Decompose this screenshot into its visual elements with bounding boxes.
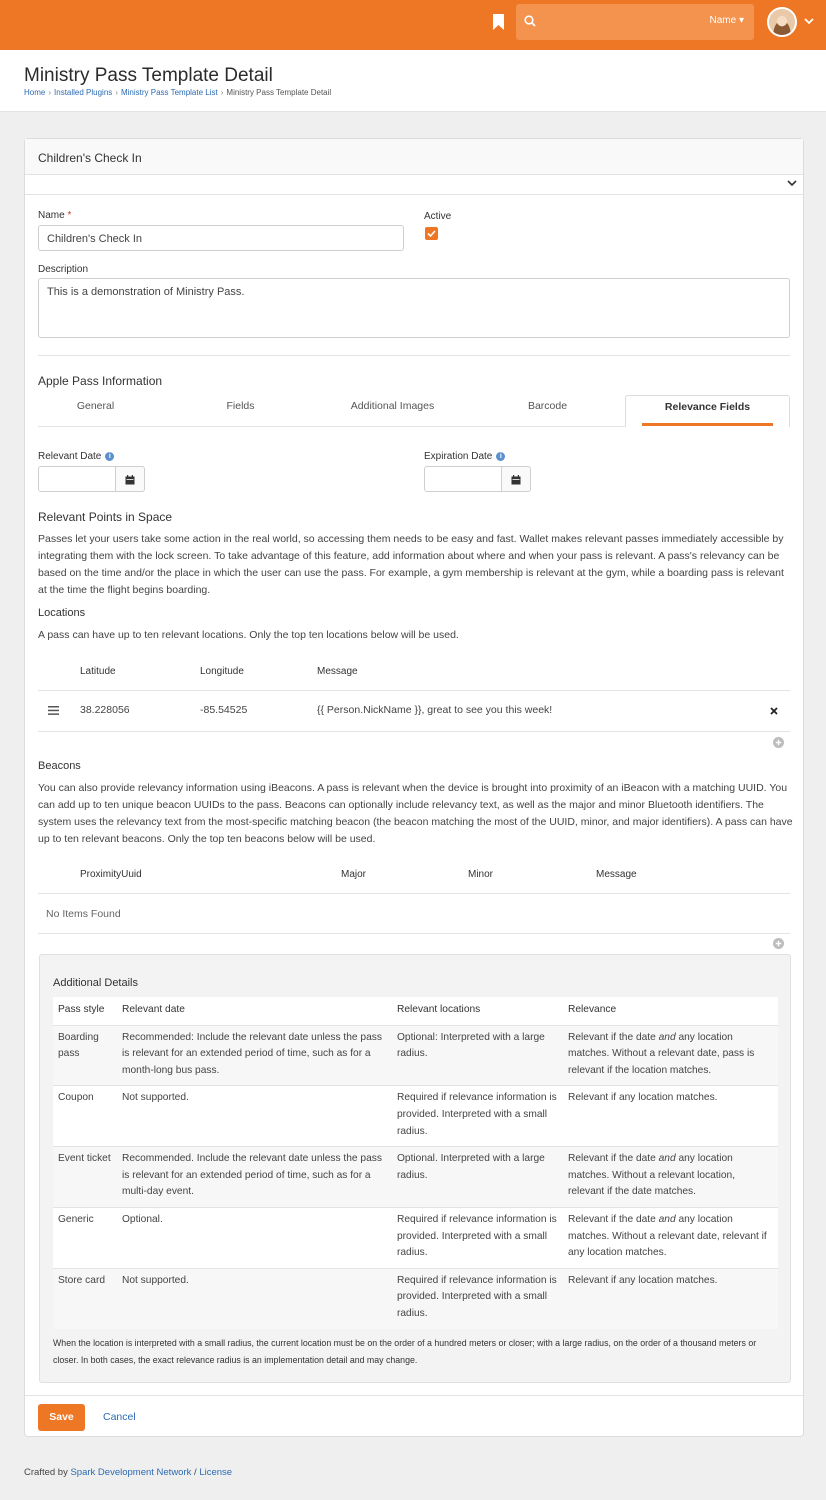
- beacons-empty-text: No Items Found: [46, 908, 121, 920]
- additional-details-title: Additional Details: [53, 977, 138, 989]
- table-row: [53, 1086, 778, 1147]
- table-row: [53, 1207, 778, 1268]
- expiration-date-input[interactable]: [424, 466, 502, 492]
- cancel-button[interactable]: Cancel: [103, 1411, 136, 1423]
- table-cell: Event ticket: [58, 1153, 111, 1165]
- drag-handle-icon[interactable]: [48, 706, 59, 715]
- pass-style-table: [53, 997, 778, 1329]
- top-navbar: [0, 0, 826, 50]
- calendar-icon: [511, 475, 521, 485]
- breadcrumb: [24, 88, 331, 97]
- relevant-points-title: Relevant Points in Space: [38, 510, 173, 524]
- tab-general[interactable]: General: [76, 400, 115, 412]
- table-cell: Recommended. Include the relevant date unless the pass is relevant for an extended period of time, such as for a multi-day event.: [122, 1153, 382, 1198]
- check-icon: [425, 227, 438, 240]
- table-cell: Relevant if any location matches.: [568, 1274, 718, 1286]
- add-location-icon[interactable]: [773, 737, 784, 748]
- table-cell: Recommended: Include the relevant date unless the pass is relevant for an extended period of time, such as for a month-long bus pass.: [122, 1031, 382, 1076]
- location-latitude: 38.228056: [80, 704, 130, 716]
- table-cell: Optional. Interpreted with a large radius.: [397, 1153, 545, 1181]
- relevant-date-label: [38, 451, 114, 462]
- table-cell: Relevant if the date and any location matches. Without a relevant date, pass is relevant if the location matches.: [568, 1031, 755, 1076]
- divider: [38, 355, 790, 356]
- info-icon[interactable]: i: [496, 452, 505, 461]
- table-row: [53, 1268, 778, 1328]
- active-checkbox[interactable]: [425, 227, 438, 240]
- table-cell: Generic: [58, 1213, 94, 1225]
- tab-fields[interactable]: Fields: [226, 400, 255, 412]
- avatar[interactable]: [767, 7, 797, 37]
- required-mark: *: [67, 210, 72, 221]
- beacons-header-divider: [38, 893, 790, 894]
- search-input[interactable]: [516, 4, 754, 40]
- description-label: Description: [38, 264, 89, 275]
- relevant-date-picker: [38, 466, 145, 492]
- chevron-right-icon: ›: [48, 88, 52, 97]
- template-detail-panel: [24, 138, 804, 1437]
- table-row: [53, 1025, 778, 1086]
- expiration-date-calendar-button[interactable]: [502, 466, 531, 492]
- expiration-date-label-text: Expiration Date: [424, 451, 493, 462]
- table-cell: Not supported.: [122, 1092, 189, 1104]
- active-tab-indicator: [642, 423, 773, 426]
- col-relevance: Relevance: [568, 1004, 617, 1015]
- description-textarea[interactable]: This is a demonstration of Ministry Pass.: [38, 278, 790, 338]
- tab-barcode[interactable]: Barcode: [527, 400, 568, 412]
- name-label-text: Name: [38, 210, 65, 221]
- search-filter-label: Name: [709, 15, 737, 26]
- details-footnote: When the location is interpreted with a small radius, the current location must be on the order of a hundred meters or closer; with a large radius, on the order of a thousand meters or closer. In both cases, the exact relevance radius is an implementation detail and may change.: [53, 1338, 757, 1365]
- panel-heading: Children's Check In: [25, 139, 803, 175]
- table-cell: Required if relevance information is provided. Interpreted with a small radius.: [397, 1213, 557, 1259]
- page-header: [0, 50, 826, 112]
- breadcrumb-installed-plugins[interactable]: Installed Plugins: [54, 88, 113, 97]
- beacons-col-message: Message: [596, 869, 637, 880]
- apple-pass-title: Apple Pass Information: [38, 374, 163, 388]
- name-label: [38, 210, 71, 221]
- locations-text: A pass can have up to ten relevant locations. Only the top ten locations below will be used.: [38, 629, 459, 641]
- table-row: [53, 1147, 778, 1208]
- tab-additional-images[interactable]: Additional Images: [350, 400, 435, 412]
- breadcrumb-home[interactable]: Home: [24, 88, 46, 97]
- expiration-date-picker: [424, 466, 531, 492]
- col-relevant-locations: Relevant locations: [397, 1004, 481, 1015]
- bookmark-icon[interactable]: [493, 14, 504, 30]
- panel-collapse-bar: [25, 175, 803, 195]
- chevron-down-icon[interactable]: [804, 17, 814, 25]
- table-cell: Boarding pass: [58, 1031, 99, 1060]
- save-button[interactable]: Save: [38, 1404, 85, 1431]
- table-header-row: [53, 997, 778, 1025]
- relevant-points-text: Passes let your users take some action in the real world, so accessing them needs to be easy and fast. Wallet makes relevant passes immediately accessible by integrating them with the lock screen. To take advantage of this feature, add information about where and when your pass is relevant. A pass's relevancy can be based on the time and/or the place in which the user can use the pass. For example, a gym membership is relevant at the gym, while a boarding pass is relevant at the time the flight begins boarding.: [38, 533, 784, 596]
- breadcrumb-current: Ministry Pass Template Detail: [226, 88, 332, 97]
- actions-divider: [25, 1395, 803, 1396]
- chevron-right-icon: ›: [115, 88, 118, 97]
- search-filter-dropdown[interactable]: [710, 15, 745, 26]
- locations-col-message: Message: [317, 666, 358, 677]
- table-cell: Required if relevance information is provided. Interpreted with a small radius.: [397, 1274, 557, 1319]
- beacons-text: You can also provide relevancy information using iBeacons. A pass is relevant when the device is brought into proximity of an iBeacon with a matching UUID. You can add up to ten unique beacon UUIDs to the pass. Beacons can optionally include relevancy text, as well as the major and minor Bluetooth identifiers. The system uses the relevancy text from the most-specific matching beacon (the beacon matching the most of the UUID, minor, and major identifiers). A pass can have up to ten relevant beacons. Only the top ten beacons below will be used.: [38, 782, 793, 845]
- breadcrumb-template-list[interactable]: Ministry Pass Template List: [120, 88, 218, 97]
- beacons-title: Beacons: [38, 760, 81, 772]
- locations-col-longitude: Longitude: [200, 666, 244, 677]
- tab-relevance-fields-label: Relevance Fields: [664, 401, 751, 413]
- location-longitude: -85.54525: [200, 704, 248, 716]
- table-cell: Not supported.: [122, 1274, 189, 1286]
- col-relevant-date: Relevant date: [122, 1004, 185, 1015]
- table-cell: Relevant if any location matches.: [568, 1092, 718, 1104]
- relevant-date-calendar-button[interactable]: [116, 466, 145, 492]
- locations-col-latitude: Latitude: [80, 666, 116, 677]
- beacons-col-proximityuuid: ProximityUuid: [80, 869, 142, 880]
- table-cell: Relevant if the date and any location matches. Without a relevant date, relevant if any location matches.: [568, 1213, 767, 1259]
- beacons-col-minor: Minor: [468, 869, 494, 880]
- locations-title: Locations: [38, 607, 86, 619]
- footer-prefix: Crafted by: [24, 1467, 68, 1478]
- col-pass-style: Pass style: [58, 1004, 105, 1015]
- name-field[interactable]: Children's Check In: [38, 225, 404, 251]
- footer-license-link[interactable]: License: [199, 1467, 233, 1478]
- additional-details-box: [39, 954, 791, 1383]
- table-cell: Optional: Interpreted with a large radius.: [397, 1031, 545, 1060]
- table-cell: Store card: [58, 1274, 105, 1286]
- relevant-date-input[interactable]: [38, 466, 116, 492]
- chevron-down-icon[interactable]: [787, 180, 797, 187]
- footer-org-link[interactable]: Spark Development Network: [70, 1467, 192, 1478]
- add-beacon-icon[interactable]: [773, 938, 784, 949]
- page-title: Ministry Pass Template Detail: [24, 65, 273, 86]
- page-footer: [24, 1467, 232, 1478]
- tabs-baseline: [38, 426, 625, 427]
- calendar-icon: [125, 475, 135, 485]
- expiration-date-label: [424, 451, 505, 462]
- chevron-right-icon: ›: [220, 88, 224, 97]
- table-cell: Coupon: [58, 1092, 94, 1104]
- beacons-row-divider: [38, 933, 790, 934]
- table-cell: Relevant if the date and any location matches. Without a relevant location, relevant if the date matches.: [568, 1153, 736, 1198]
- table-row: [38, 690, 790, 731]
- relevant-date-label-text: Relevant Date: [38, 451, 102, 462]
- info-icon[interactable]: i: [105, 452, 114, 461]
- search-icon: [524, 15, 536, 27]
- caret-down-icon: ▾: [738, 15, 744, 26]
- beacons-col-major: Major: [341, 869, 367, 880]
- footer-separator: /: [194, 1467, 197, 1478]
- active-label: Active: [424, 211, 452, 222]
- location-message: {{ Person.NickName }}, great to see you this week!: [317, 704, 553, 716]
- close-icon[interactable]: [770, 707, 778, 715]
- table-cell: Optional.: [122, 1213, 163, 1225]
- table-cell: Required if relevance information is provided. Interpreted with a small radius.: [397, 1092, 557, 1137]
- locations-row-divider: [38, 731, 790, 732]
